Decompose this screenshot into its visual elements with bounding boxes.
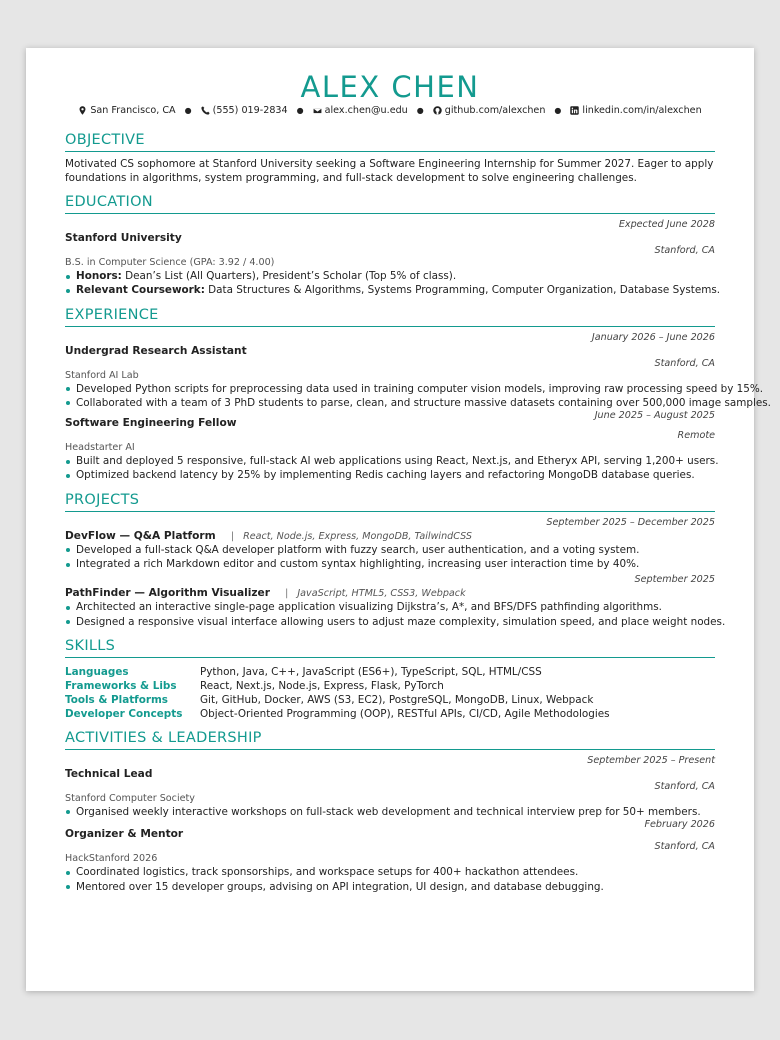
project-entry xyxy=(65,574,726,629)
entry-date: September 2025 – December 2025 xyxy=(546,516,715,528)
entry-title: Technical Lead xyxy=(65,767,153,780)
bullet-label: Honors: xyxy=(76,270,122,282)
project-header xyxy=(65,586,715,600)
contact-phone[interactable] xyxy=(201,105,288,116)
entry-subtitle: Stanford AI Lab xyxy=(65,369,139,381)
entry-date: January 2026 – June 2026 xyxy=(591,331,715,343)
contact-separator: ● xyxy=(416,106,424,115)
entry-location: Stanford, CA xyxy=(654,245,715,256)
project-divider: | xyxy=(230,530,235,542)
bullet-item: Designed a responsive visual interface allowing users to adjust maze complexity, simulation speed, and place weight nodes. xyxy=(65,615,715,629)
section-title-experience: EXPERIENCE xyxy=(65,306,715,327)
objective-text: Motivated CS sophomore at Stanford University seeking a Software Engineering Internship for Summer 2027. Eager to apply foundations in algorithms, system programming, and full-stack development to solve engineering challenges. xyxy=(65,158,714,184)
bullet-list xyxy=(65,865,715,894)
bullet-item xyxy=(65,269,715,283)
bullet-item: Optimized backend latency by 25% by implementing Redis caching layers and refactoring MongoDB database queries. xyxy=(65,468,715,482)
skill-label: Tools & Platforms xyxy=(65,693,168,706)
experience-entry xyxy=(65,331,771,411)
bullet-text: Dean’s List (All Quarters), President’s Scholar (Top 5% of class). xyxy=(121,270,457,282)
entry-title: Undergrad Research Assistant xyxy=(65,344,247,357)
project-entry xyxy=(65,517,715,572)
skill-row xyxy=(65,665,715,679)
section-title-education: EDUCATION xyxy=(65,193,715,214)
bullet-list xyxy=(65,269,721,298)
resume-page xyxy=(26,48,771,991)
contact-bar xyxy=(65,105,715,116)
candidate-name: ALEX CHEN xyxy=(300,70,480,104)
bullet-item: Organised weekly interactive workshops on full-stack web development and technical interview prep for 50+ members. xyxy=(65,805,715,819)
entry-date: Expected June 2028 xyxy=(618,219,715,230)
skill-row xyxy=(65,693,715,707)
entry-subtitle: HackStanford 2026 xyxy=(65,853,158,865)
project-tech-stack: React, Node.js, Express, MongoDB, TailwindCSS xyxy=(243,530,472,542)
contact-separator: ● xyxy=(184,106,192,115)
skill-value: React, Next.js, Node.js, Express, Flask, PyTorch xyxy=(200,679,444,692)
contact-github-text: github.com/alexchen xyxy=(444,105,546,116)
contact-email-text: alex.chen@u.edu xyxy=(324,105,408,116)
github-icon xyxy=(433,106,442,115)
bullet-list xyxy=(65,600,726,629)
bullet-item: Integrated a rich Markdown editor and custom syntax highlighting, increasing user interaction time by 40%. xyxy=(65,557,715,571)
entry-subtitle: B.S. in Computer Science (GPA: 3.92 / 4.00) xyxy=(65,257,275,268)
entry-location: Stanford, CA xyxy=(654,841,715,853)
skills-table xyxy=(65,665,715,721)
bullet-item: Developed Python scripts for preprocessing data used in training computer vision models, improving raw processing speed by 15%. xyxy=(65,382,715,396)
section-title-skills: SKILLS xyxy=(65,637,715,658)
entry-location: Remote xyxy=(677,430,715,442)
entry-date: September 2025 – Present xyxy=(587,754,715,766)
entry-subtitle: Headstarter AI xyxy=(65,442,135,454)
contact-email[interactable] xyxy=(313,105,408,116)
entry-date: June 2025 – August 2025 xyxy=(594,410,715,422)
skill-label: Developer Concepts xyxy=(65,707,183,720)
entry-title: DevFlow — Q&A Platform xyxy=(65,529,216,542)
resume-content xyxy=(65,70,771,894)
bullet-item: Architected an interactive single-page application visualizing Dijkstra’s, A*, and BFS/DFS pathfinding algorithms. xyxy=(65,600,715,614)
skill-row xyxy=(65,679,715,693)
skill-label: Frameworks & Libs xyxy=(65,679,177,692)
bullet-item xyxy=(65,283,721,297)
bullet-text: Data Structures & Algorithms, Systems Programming, Computer Organization, Database Systems. xyxy=(204,284,721,297)
project-divider: | xyxy=(284,588,289,600)
skill-value: Git, GitHub, Docker, AWS (S3, EC2), PostgreSQL, MongoDB, Linux, Webpack xyxy=(200,693,594,706)
bullet-list xyxy=(65,382,771,411)
section-title-projects: PROJECTS xyxy=(65,491,715,512)
contact-github[interactable] xyxy=(433,105,546,116)
entry-date: February 2026 xyxy=(644,819,715,831)
contact-separator: ● xyxy=(296,106,304,115)
entry-subtitle: Stanford Computer Society xyxy=(65,792,195,804)
contact-phone-text: (555) 019-2834 xyxy=(212,105,288,116)
bullet-item: Coordinated logistics, track sponsorships, and workspace setups for 400+ hackathon attendees. xyxy=(65,865,715,879)
skill-value: Python, Java, C++, JavaScript (ES6+), TypeScript, SQL, HTML/CSS xyxy=(200,665,542,678)
skill-value: Object-Oriented Programming (OOP), RESTful APIs, CI/CD, Agile Methodologies xyxy=(200,707,610,720)
project-tech-stack: JavaScript, HTML5, CSS3, Webpack xyxy=(297,588,466,600)
linkedin-icon xyxy=(570,106,579,115)
bullet-item: Mentored over 15 developer groups, advising on API integration, UI design, and database debugging. xyxy=(65,880,715,894)
entry-title: Stanford University xyxy=(65,232,182,244)
project-header xyxy=(65,529,715,543)
contact-linkedin[interactable] xyxy=(570,105,701,116)
education-entry xyxy=(65,219,721,298)
envelope-icon xyxy=(313,106,322,115)
entry-title: Organizer & Mentor xyxy=(65,828,184,841)
section-title-objective: OBJECTIVE xyxy=(65,131,715,152)
skill-row xyxy=(65,707,715,721)
map-pin-icon xyxy=(78,106,87,115)
activity-entry xyxy=(65,819,715,894)
bullet-list xyxy=(65,543,715,572)
bullet-item: Built and deployed 5 responsive, full-stack AI web applications using React, Next.js, and Etheryx API, serving 1,200+ users. xyxy=(65,454,715,468)
bullet-label: Relevant Coursework: xyxy=(76,284,205,297)
contact-linkedin-text: linkedin.com/in/alexchen xyxy=(582,105,702,116)
activity-entry xyxy=(65,755,715,819)
entry-date: September 2025 xyxy=(634,574,715,586)
entry-title: PathFinder — Algorithm Visualizer xyxy=(65,587,270,600)
contact-location-text: San Francisco, CA xyxy=(90,105,176,116)
bullet-list xyxy=(65,805,715,819)
phone-icon xyxy=(201,106,210,115)
entry-title: Software Engineering Fellow xyxy=(65,417,237,430)
bullet-list xyxy=(65,454,719,483)
bullet-item: Developed a full-stack Q&A developer platform with fuzzy search, user authentication, and a voting system. xyxy=(65,543,715,557)
experience-entry xyxy=(65,410,719,483)
entry-location: Stanford, CA xyxy=(654,780,715,792)
contact-location xyxy=(78,105,175,116)
section-title-activities: ACTIVITIES & LEADERSHIP xyxy=(65,729,715,750)
entry-location: Stanford, CA xyxy=(654,357,715,369)
contact-separator: ● xyxy=(554,106,562,115)
skill-label: Languages xyxy=(65,665,129,678)
bullet-item: Collaborated with a team of 3 PhD students to parse, clean, and structure massive datasets containing over 500,000 image samples. xyxy=(65,396,715,410)
